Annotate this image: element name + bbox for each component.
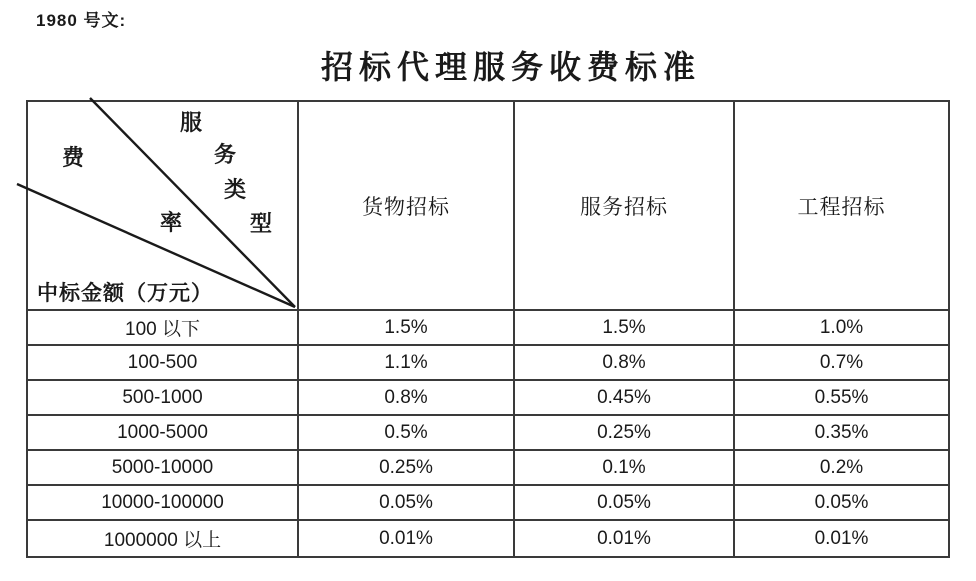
fee-value-cell: 0.05% <box>515 486 735 521</box>
fee-value-cell: 1.0% <box>735 311 948 346</box>
fee-value-cell: 0.5% <box>299 416 515 451</box>
row-label-cell: 1000000 以上 <box>28 521 299 556</box>
document-number-label: 1980 号文: <box>36 11 127 30</box>
row-label-cell: 500-1000 <box>28 381 299 416</box>
fee-value-cell: 0.35% <box>735 416 948 451</box>
corner-service-type-char: 类 <box>224 177 247 202</box>
fee-value-cell: 0.55% <box>735 381 948 416</box>
fee-value-cell: 0.01% <box>814 527 869 549</box>
fee-value-cell: 1.5% <box>299 311 515 346</box>
fee-value-cell: 0.05% <box>299 486 515 521</box>
fee-value-cell: 0.8% <box>515 346 735 381</box>
fee-value-cell: 0.01% <box>299 521 515 556</box>
row-label-cell: 10000-100000 <box>28 486 299 521</box>
fee-value-cell: 1.5% <box>515 311 735 346</box>
fee-value-cell: 0.45% <box>515 381 735 416</box>
row-label-cell: 100-500 <box>28 346 299 381</box>
fee-value-cell: 0.25% <box>515 416 735 451</box>
page-title: 招标代理服务收费标准 <box>320 49 701 85</box>
fee-value-cell: 0.7% <box>735 346 948 381</box>
corner-amount-label: 中标金额（万元） <box>37 281 213 305</box>
corner-fee-rate-char: 费 <box>62 145 85 170</box>
corner-service-type-char: 型 <box>250 211 273 236</box>
column-header-service: 服务招标 <box>515 102 735 311</box>
fee-value-cell: 0.05% <box>735 486 948 521</box>
column-header-goods: 货物招标 <box>299 102 515 311</box>
diagonal-divider-lines <box>28 102 297 309</box>
corner-fee-rate-char: 率 <box>160 210 183 235</box>
table-corner-cell <box>28 102 299 311</box>
fee-value-cell: 0.2% <box>735 451 948 486</box>
fee-standard-table <box>26 100 950 558</box>
row-label-cell: 1000-5000 <box>28 416 299 451</box>
fee-value-cell: 0.1% <box>515 451 735 486</box>
fee-value-cell: 0.01% <box>515 521 735 556</box>
column-header-engineering: 工程招标 <box>735 102 948 311</box>
row-label-cell: 100 以下 <box>28 311 299 346</box>
fee-value-cell: 1.1% <box>299 346 515 381</box>
corner-service-type-char: 服 <box>180 110 203 135</box>
corner-service-type-char: 务 <box>214 142 237 167</box>
row-label-cell: 5000-10000 <box>28 451 299 486</box>
fee-value-cell: 0.25% <box>299 451 515 486</box>
fee-value-cell: 0.8% <box>299 381 515 416</box>
